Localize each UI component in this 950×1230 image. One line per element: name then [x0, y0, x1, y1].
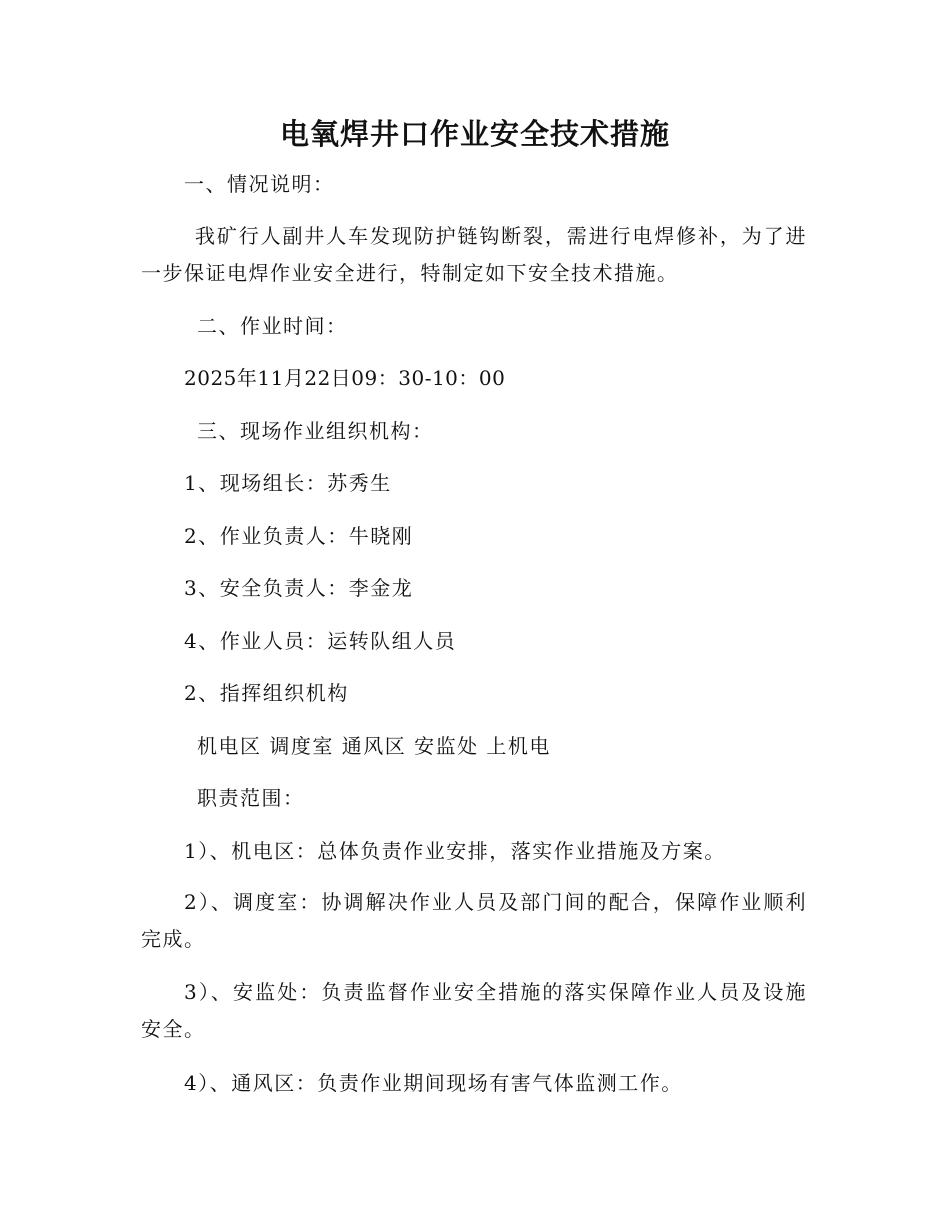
org-item-workers: 4、作业人员：运转队组人员: [184, 629, 457, 653]
duty-item-mechanical: 1）、机电区：总体负责作业安排，落实作业措施及方案。: [184, 839, 726, 863]
section3-heading: 三、现场作业组织机构：: [197, 419, 434, 443]
duty-item-dispatch: 2）、调度室：协调解决作业人员及部门间的配合，保障作业顺利完成。: [141, 890, 807, 951]
duties-heading: 职责范围：: [197, 786, 305, 810]
org-item-safety-lead: 3、安全负责人：李金龙: [184, 576, 414, 600]
section2-heading: 二、作业时间：: [197, 314, 348, 338]
document-title: 电氧焊井口作业安全技术措施: [279, 117, 670, 151]
duty-item-safety-supervision: 3）、安监处：负责监督作业安全措施的落实保障作业人员及设施安全。: [141, 980, 807, 1041]
section2-time: 2025年11月22日09：30-10：00: [184, 366, 506, 390]
org-item-group-leader: 1、现场组长：苏秀生: [184, 471, 392, 495]
org-item-work-lead: 2、作业负责人：牛晓刚: [184, 524, 414, 548]
command-heading: 2、指挥组织机构: [184, 681, 349, 705]
command-units: 机电区 调度室 通风区 安监处 上机电: [197, 734, 551, 758]
section1-body: 我矿行人副井人车发现防护链钩断裂，需进行电焊修补，为了进一步保证电焊作业安全进行，特制定如下安全技术措施。: [141, 224, 807, 285]
duty-item-ventilation: 4）、通风区：负责作业期间现场有害气体监测工作。: [184, 1071, 683, 1095]
section1-heading: 一、情况说明：: [184, 172, 335, 196]
